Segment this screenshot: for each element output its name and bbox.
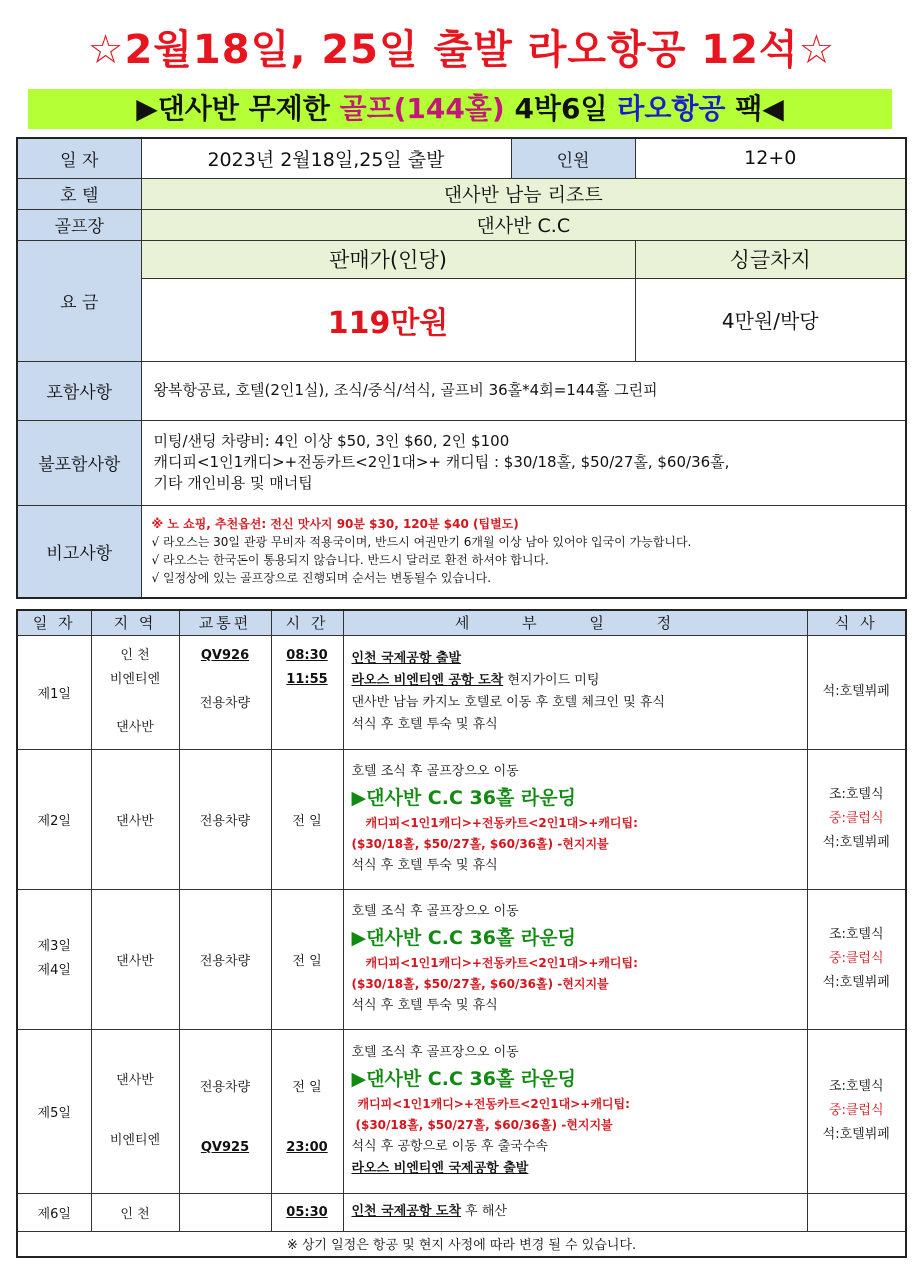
caddie-fee-line: 캐디피<1인1캐디>+전동카트<2인1대>+캐디팁: bbox=[357, 1097, 630, 1111]
detail-line: 인천 국제공항 출발 bbox=[351, 651, 462, 666]
sale-price-value: 119만원 bbox=[141, 278, 635, 361]
table-row bbox=[17, 635, 906, 749]
detail-line: 석식 후 공항으로 이동 후 출국수속 bbox=[351, 1139, 548, 1154]
region-text bbox=[92, 692, 179, 716]
price-label: 요 금 bbox=[17, 240, 141, 361]
region-text: 비엔티엔 bbox=[109, 1133, 161, 1148]
meal-text: 중:클럽식 bbox=[828, 1103, 884, 1118]
people-value: 12+0 bbox=[635, 138, 906, 178]
region-cell bbox=[91, 635, 179, 749]
detail-line: 라오스 비엔티엔 국제공항 출발 bbox=[351, 1161, 529, 1176]
transport-cell bbox=[179, 1193, 271, 1231]
meal-cell bbox=[807, 635, 906, 749]
detail-bold: 라오스 비엔티엔 공항 도착 bbox=[351, 673, 504, 688]
meal-cell bbox=[807, 1193, 906, 1231]
schedule-header-day: 일 자 bbox=[17, 610, 91, 635]
hotel-value: 댄사반 남늠 리조트 bbox=[141, 178, 906, 209]
exclude-line: 미팅/샌딩 차량비: 4인 이상 $50, 3인 $60, 2인 $100 bbox=[153, 432, 510, 450]
detail-line: 호텔 조식 후 골프장으오 이동 bbox=[351, 904, 519, 919]
exclude-line: 캐디피<1인1캐디>+전동카트<2인1대>+ 캐디팁 : $30/18홀, $50/27홀, $60/36홀, bbox=[153, 453, 730, 471]
include-label: 포함사항 bbox=[17, 361, 141, 420]
date-label: 일 자 bbox=[17, 138, 141, 178]
subtitle-prefix: ▶댄사반 무제한 bbox=[136, 92, 340, 125]
time-text: 전 일 bbox=[292, 1080, 322, 1095]
table-row bbox=[17, 889, 906, 1029]
table-row bbox=[17, 1193, 906, 1231]
golf-course-label: 골프장 bbox=[17, 209, 141, 240]
people-label: 인원 bbox=[511, 138, 635, 178]
table-row bbox=[17, 749, 906, 889]
exclude-line: 기타 개인비용 및 매너팁 bbox=[153, 474, 313, 492]
schedule-header-meal: 식 사 bbox=[807, 610, 906, 635]
single-charge-header: 싱글차지 bbox=[635, 240, 906, 278]
meal-text: 석:호텔뷔페 bbox=[822, 684, 890, 699]
remark-line: √ 라오스는 30일 관광 무비자 적용국이며, 반드시 여권만기 6개월 이상 남아 있어야 입국이 가능합니다. bbox=[151, 535, 692, 550]
time-cell: 05:30 bbox=[271, 1193, 343, 1231]
meal-cell bbox=[807, 889, 906, 1029]
day-cell: 제1일 bbox=[17, 635, 91, 749]
time-cell bbox=[271, 1029, 343, 1193]
caddie-fee-line: ($30/18홀, $50/27홀, $60/36홀) -현지지불 bbox=[351, 977, 609, 991]
region-text: 댄사반 bbox=[116, 720, 154, 735]
subtitle-middle: 4박6일 bbox=[504, 92, 618, 125]
transport-cell bbox=[179, 1029, 271, 1193]
golf-course-value: 댄사반 C.C bbox=[141, 209, 906, 240]
detail-line: 호텔 조식 후 골프장으오 이동 bbox=[351, 1045, 519, 1060]
remark-line: √ 일정상에 있는 골프장으로 진행되며 순서는 변동될수 있습니다. bbox=[151, 571, 492, 586]
caddie-fee-line: ($30/18홀, $50/27홀, $60/36홀) -현지지불 bbox=[355, 1118, 613, 1132]
schedule-header-time: 시 간 bbox=[271, 610, 343, 635]
caddie-fee-line: 캐디피<1인1캐디>+전동카트<2인1대>+캐디팁: bbox=[365, 956, 638, 970]
day-text: 제3일 bbox=[37, 939, 71, 954]
region-cell: 인 천 bbox=[91, 1193, 179, 1231]
meal-text: 석:호텔뷔페 bbox=[822, 1127, 890, 1142]
detail-cell bbox=[343, 635, 807, 749]
meal-text: 중:클럽식 bbox=[828, 951, 884, 966]
meal-text: 석:호텔뷔페 bbox=[822, 975, 890, 990]
remark-line: √ 라오스는 한국돈이 통용되지 않습니다. 반드시 달러로 환전 하셔야 합니다. bbox=[151, 553, 549, 568]
subtitle-airline: 라오항공 bbox=[617, 92, 726, 125]
detail-cell bbox=[343, 1193, 807, 1231]
region-text: 비엔티엔 bbox=[109, 672, 161, 687]
time-cell bbox=[271, 635, 343, 749]
page-title: ☆2월18일, 25일 출발 라오항공 12석☆ bbox=[87, 27, 836, 73]
caddie-fee-line: 캐디피<1인1캐디>+전동카트<2인1대>+캐디팁: bbox=[365, 816, 638, 830]
caddie-fee-line: ($30/18홀, $50/27홀, $60/36홀) -현지지불 bbox=[351, 837, 609, 851]
package-subtitle bbox=[28, 89, 892, 129]
golf-round-line: ▶댄사반 C.C 36홀 라운딩 bbox=[351, 927, 576, 949]
day-cell bbox=[17, 889, 91, 1029]
time-text: 08:30 bbox=[286, 648, 328, 663]
region-cell bbox=[91, 1029, 179, 1193]
detail-line bbox=[352, 670, 807, 692]
day-text: 제4일 bbox=[37, 963, 71, 978]
single-charge-value: 4만원/박당 bbox=[635, 278, 906, 361]
meal-text: 조:호텔식 bbox=[828, 927, 884, 942]
region-cell: 댄사반 bbox=[91, 749, 179, 889]
transport-cell: 전용차량 bbox=[179, 749, 271, 889]
meal-cell bbox=[807, 1029, 906, 1193]
transport-text bbox=[180, 668, 271, 692]
schedule-table bbox=[16, 609, 907, 1258]
schedule-header-region: 지 역 bbox=[91, 610, 179, 635]
remark-line: ※ 노 쇼핑, 추천옵션: 전신 맛사지 90분 $30, 120분 $40 (팁별도) bbox=[151, 517, 519, 532]
schedule-header-transport: 교통편 bbox=[179, 610, 271, 635]
summary-table bbox=[16, 137, 907, 599]
detail-line: 댄사반 남늠 카지노 호텔로 이동 후 호텔 체크인 및 휴식 bbox=[351, 695, 665, 710]
transport-text: 전용차량 bbox=[199, 696, 251, 711]
day-cell: 제2일 bbox=[17, 749, 91, 889]
flight-number: QV925 bbox=[200, 1140, 250, 1155]
exclude-label: 불포함사항 bbox=[17, 420, 141, 505]
detail-line: 석식 후 호텔 투숙 및 휴식 bbox=[351, 717, 498, 732]
footer-note: ※ 상기 일정은 항공 및 현지 사정에 따라 변경 될 수 있습니다. bbox=[17, 1231, 906, 1257]
detail-line: 석식 후 호텔 투숙 및 휴식 bbox=[351, 858, 498, 873]
exclude-value bbox=[141, 420, 906, 505]
subtitle-suffix: 팩◀ bbox=[725, 92, 784, 125]
day-cell: 제5일 bbox=[17, 1029, 91, 1193]
meal-text: 조:호텔식 bbox=[828, 1079, 884, 1094]
detail-cell bbox=[343, 889, 807, 1029]
table-row bbox=[17, 1029, 906, 1193]
schedule-header-detail: 세 부 일 정 bbox=[343, 610, 807, 635]
time-cell: 전 일 bbox=[271, 889, 343, 1029]
sale-price-header: 판매가(인당) bbox=[141, 240, 635, 278]
region-text: 인 천 bbox=[120, 648, 150, 663]
time-cell: 전 일 bbox=[271, 749, 343, 889]
time-text: 23:00 bbox=[286, 1140, 328, 1155]
meal-text: 석:호텔뷔페 bbox=[822, 835, 890, 850]
detail-bold: 인천 국제공항 도착 bbox=[351, 1204, 462, 1219]
meal-text: 중:클럽식 bbox=[828, 811, 884, 826]
detail-rest: 후 해산 bbox=[461, 1204, 507, 1219]
flight-number: QV926 bbox=[200, 648, 250, 663]
transport-cell bbox=[179, 635, 271, 749]
meal-text: 조:호텔식 bbox=[828, 787, 884, 802]
day-cell: 제6일 bbox=[17, 1193, 91, 1231]
hotel-label: 호 텔 bbox=[17, 178, 141, 209]
include-value: 왕복항공료, 호텔(2인1실), 조식/중식/석식, 골프비 36홀*4회=144홀 그린피 bbox=[141, 361, 906, 420]
detail-line: 호텔 조식 후 골프장으오 이동 bbox=[351, 764, 519, 779]
region-text: 댄사반 bbox=[116, 1073, 154, 1088]
meal-cell bbox=[807, 749, 906, 889]
remarks-label: 비고사항 bbox=[17, 505, 141, 598]
region-cell: 댄사반 bbox=[91, 889, 179, 1029]
transport-text: 전용차량 bbox=[199, 1080, 251, 1095]
date-value: 2023년 2월18일,25일 출발 bbox=[141, 138, 511, 178]
remarks-value bbox=[141, 505, 906, 598]
golf-round-line: ▶댄사반 C.C 36홀 라운딩 bbox=[351, 1068, 576, 1090]
detail-cell bbox=[343, 1029, 807, 1193]
time-text: 11:55 bbox=[286, 672, 328, 687]
transport-cell: 전용차량 bbox=[179, 889, 271, 1029]
detail-cell bbox=[343, 749, 807, 889]
subtitle-golf: 골프(144홀) bbox=[339, 92, 505, 125]
detail-rest: 현지가이드 미팅 bbox=[503, 673, 600, 688]
detail-line: 석식 후 호텔 투숙 및 휴식 bbox=[351, 998, 498, 1013]
golf-round-line: ▶댄사반 C.C 36홀 라운딩 bbox=[351, 787, 576, 809]
